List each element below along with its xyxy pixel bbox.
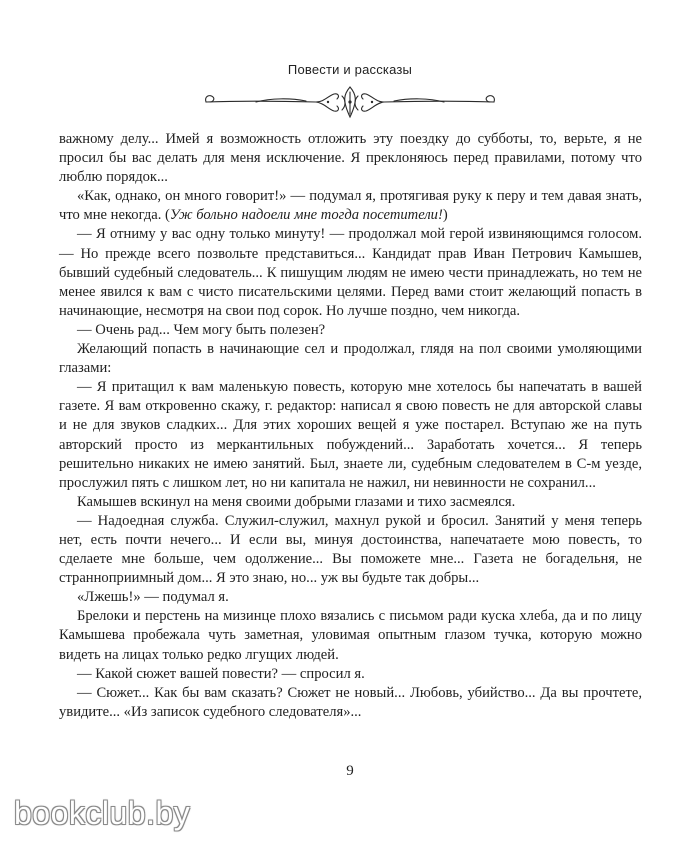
- paragraph: [59, 340, 642, 378]
- paragraph: [59, 378, 642, 493]
- paragraph: [59, 684, 642, 722]
- text-run: — Я отниму у вас одну только минуту! — продолжал мой герой извиняющимся голосом. — Но прежде всего позвольте представиться... Кандидат прав Иван Петрович Камышев, бывший судебный следователь... К пишущим людям не имею чести принадлежать, но тем не менее явился к вам с чисто писательскими целями. Перед вами стоит желающий попасть в начинающие, несмотря на свои под сорок. Но лучше поздно, чем никогда.: [59, 226, 642, 319]
- running-header: Повести и рассказы: [287, 62, 413, 77]
- text-run: — Я притащил к вам маленькую повесть, которую мне хотелось бы напечатать в вашей газете. Я вам откровенно скажу, г. редактор: написал я свою повесть не для авторской славы и не для звуков сладких... Для этих хороших вещей я уже постарел. Вступаю же на путь авторский просто из меркантильных побуждений... Заработать хочется... Я теперь решительно никаких не имею занятий. Был, знаете ли, судебным следователем в С-м уезде, прослужил пять с лишком лет, но ни капитала не нажил, ни невинности не сохранил...: [59, 379, 642, 491]
- paragraph: [59, 321, 642, 340]
- paragraph: [59, 225, 642, 320]
- paragraph: [59, 493, 642, 512]
- page-number: 9: [346, 763, 354, 779]
- text-run: — Сюжет... Как бы вам сказать? Сюжет не новый... Любовь, убийство... Да вы прочтете, увидите... «Из записок судебного следователя»...: [59, 684, 642, 720]
- watermark: bookclub.by: [14, 795, 191, 831]
- text-run: важному делу... Имей я возможность отложить эту поездку до субботы, то, верьте, я не просил бы вас делать для меня исключение. Я преклоняюсь перед правилами, потому что люблю порядок...: [59, 131, 642, 186]
- text-run: Камышев вскинул на меня своими добрыми глазами и тихо засмеялся.: [77, 493, 516, 510]
- text-run: — Надоедная служба. Служил-служил, махнул рукой и бросил. Занятий у меня теперь нет, есть почти нечего... И если вы, минуя достоинства, напечатаете мою повесть, то сделаете мне больше, чем одолжение... Вы поможете мне... Газета не богадельня, не странноприимный дом... Я это знаю, но... уж вы будьте так добры...: [59, 512, 642, 587]
- text-run: Брелоки и перстень на мизинце плохо вязались с письмом ради куска хлеба, да и по лицу Камышева пробежала чуть заметная, уловимая опытным глазом тучка, которую можно видеть на лицах только редко лгущих людей.: [59, 608, 642, 663]
- body-text: [59, 130, 642, 722]
- text-run: «Лжешь!» — подумал я.: [77, 589, 229, 606]
- text-run: — Очень рад... Чем могу быть полезен?: [77, 321, 326, 338]
- paragraph: [59, 512, 642, 588]
- paragraph: [59, 665, 642, 684]
- paragraph: [59, 588, 642, 607]
- ornament-divider: [196, 84, 504, 120]
- text-run: ): [442, 207, 448, 224]
- paragraph: [59, 187, 642, 225]
- text-run: «Как, однако, он много говорит!» — подумал я, протягивая руку к перу и тем давая знать, что мне некогда. (: [59, 188, 642, 224]
- italic-run: Уж больно надоели мне тогда посетители!: [169, 207, 443, 224]
- paragraph: [59, 130, 642, 187]
- paragraph: [59, 607, 642, 664]
- text-run: Желающий попасть в начинающие сел и продолжал, глядя на пол своими умоляющими глазами:: [59, 341, 642, 377]
- text-run: — Какой сюжет вашей повести? — спросил я.: [77, 665, 365, 682]
